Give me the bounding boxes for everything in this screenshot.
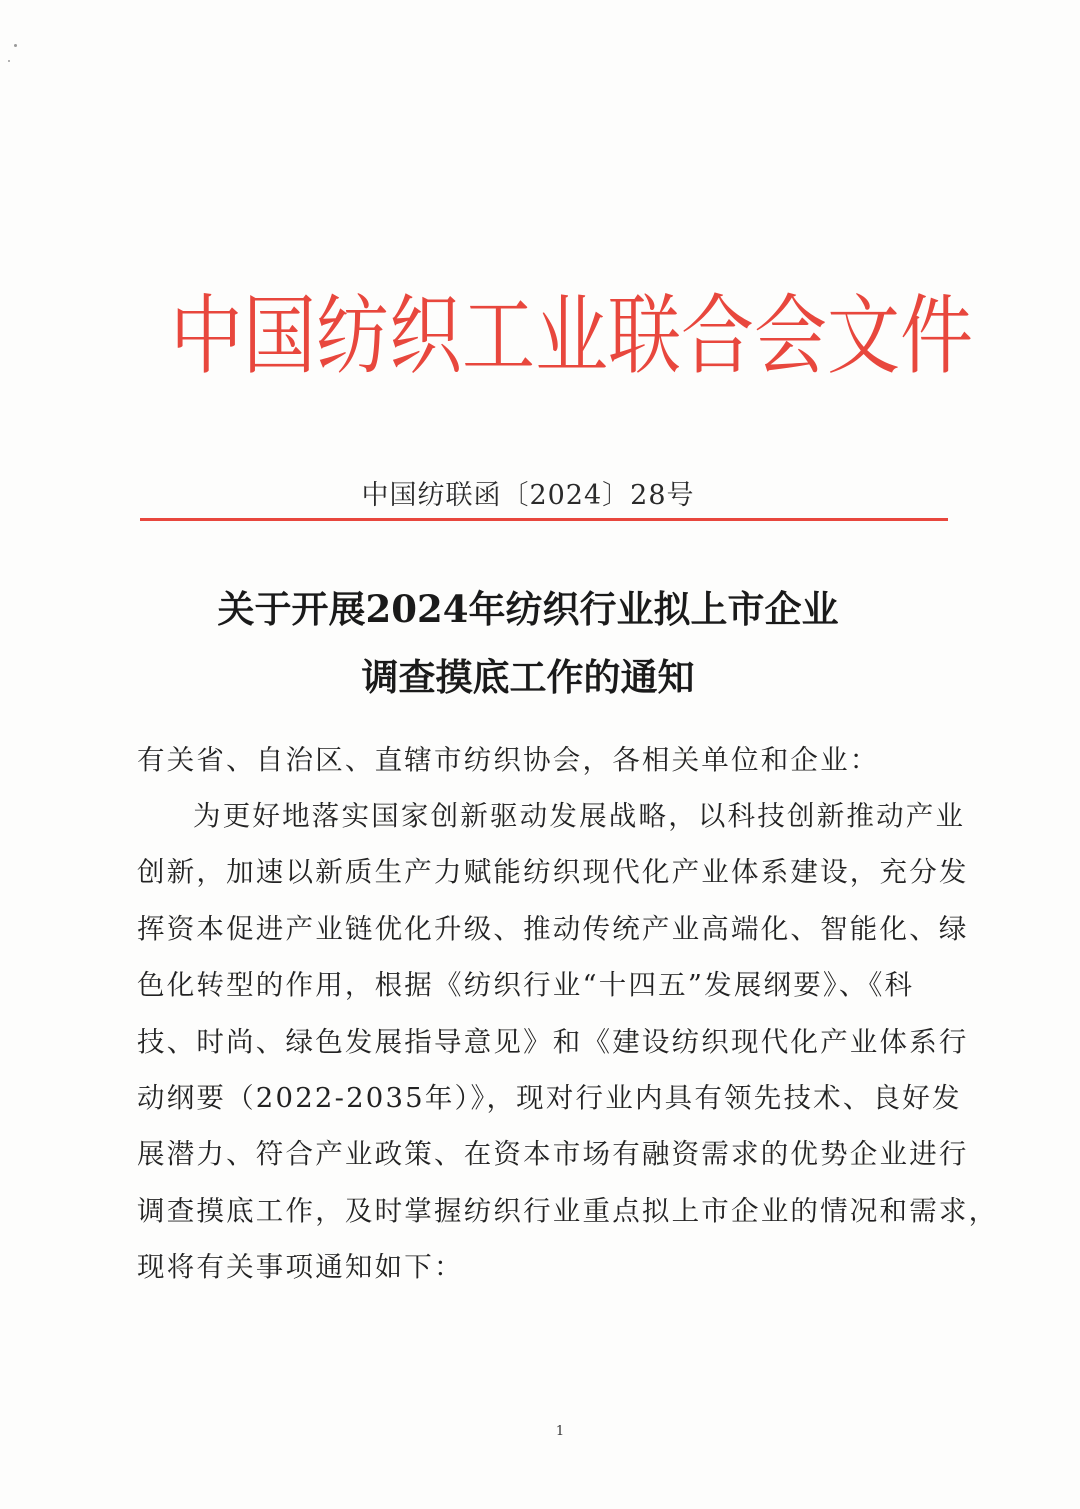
body-paragraph [137,788,999,1296]
notice-title-line-2: 调查摸底工作的通知 [361,655,695,699]
paragraph-line: 色化转型的作用，根据《纺织行业“十四五”发展纲要》、《科 [137,969,915,1002]
paragraph-line: 动纲要（2022-2035年）》，现对行业内具有领先技术、良好发 [137,1081,962,1114]
paragraph-line: 为更好地落实国家创新驱动发展战略，以科技创新推动产业 [193,800,966,832]
document-number: 中国纺联函〔2024〕28号 [361,480,695,511]
salutation: 有关省、自治区、直辖市纺织协会，各相关单位和企业： [137,744,880,776]
red-divider-rule [140,518,948,521]
paragraph-line: 创新，加速以新质生产力赋能纺织现代化产业体系建设，充分发 [137,856,969,889]
paragraph-line: 调查摸底工作，及时掌握纺织行业重点拟上市企业的情况和需求， [137,1194,999,1227]
paragraph-line: 技、时尚、绿色发展指导意见》和《建设纺织现代化产业体系行 [137,1025,969,1058]
notice-title-line-1: 关于开展2024年纺织行业拟上市企业 [217,587,839,631]
page-number: 1 [555,1424,565,1439]
paragraph-line: 挥资本促进产业链优化升级、推动传统产业高端化、智能化、绿 [137,912,969,945]
scan-speck [14,44,17,47]
paragraph-line: 展潜力、符合产业政策、在资本市场有融资需求的优势企业进行 [137,1138,969,1171]
paragraph-line: 现将有关事项通知如下： [137,1251,464,1284]
issuer-header-title: 中国纺织工业联合会文件 [170,286,973,387]
scan-speck [8,60,10,62]
